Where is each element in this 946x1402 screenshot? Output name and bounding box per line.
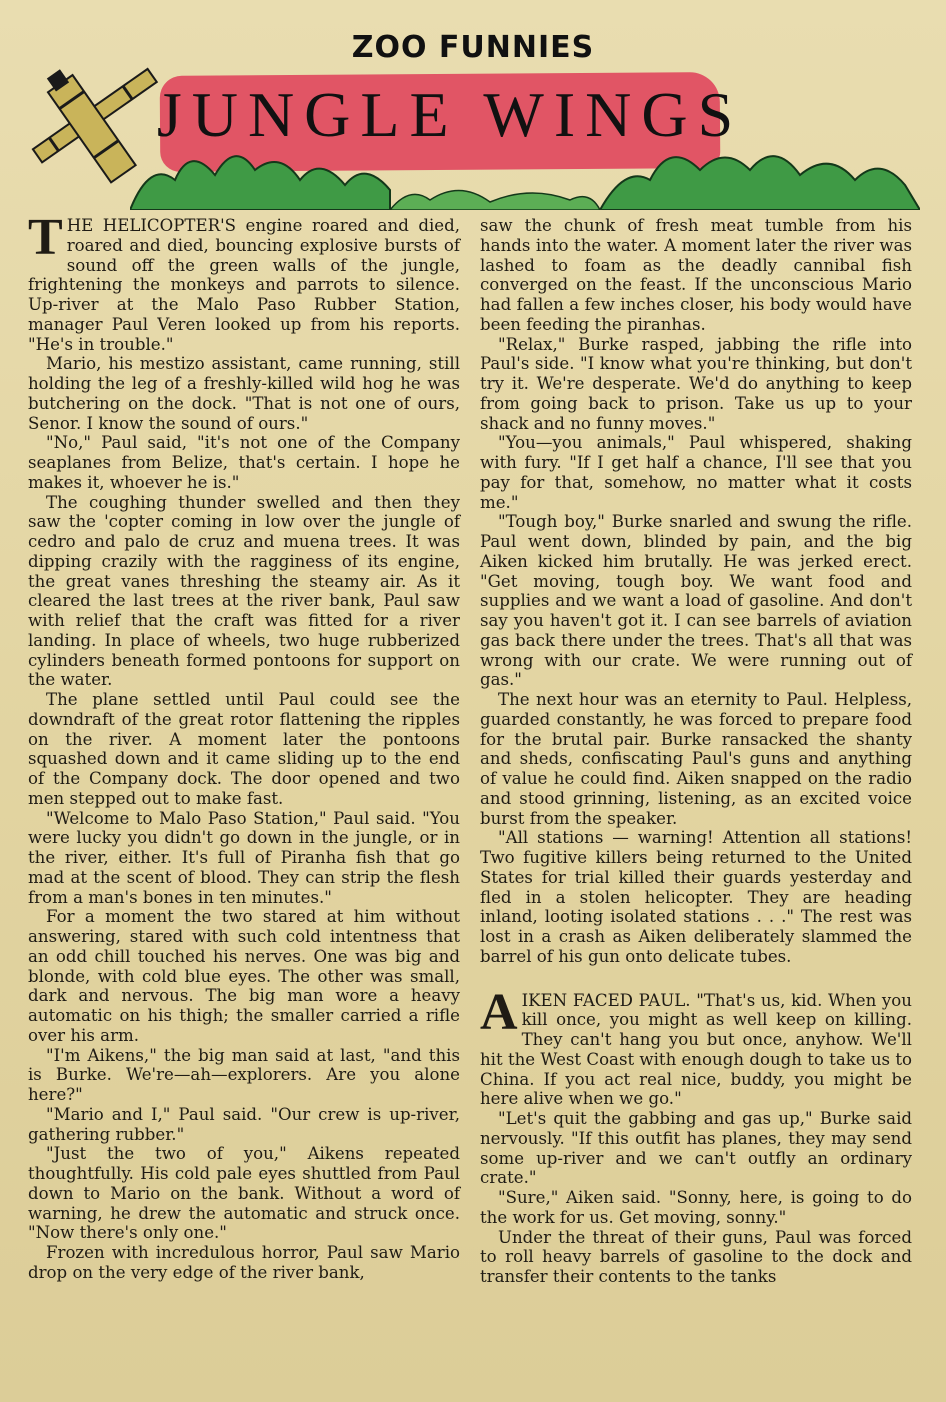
section-break: [480, 967, 912, 991]
paragraph: The plane settled until Paul could see the downdraft of the great rotor flattening the ripples on the river. A moment later the pontoons squashed down and it came sliding up to the end of the Company dock. The door opened and two men stepped out to make fast.: [28, 690, 460, 808]
paragraph: Under the threat of their guns, Paul was forced to roll heavy barrels of gasoline to the dock and transfer their contents to the tanks: [480, 1227, 912, 1286]
drop-cap: T: [28, 209, 63, 266]
section-opening-paragraph: AIKEN FACED PAUL. "That's us, kid. When you kill once, you might as well keep on killing. They can't hang you but once, anyhow. We'll hit the West Coast with enough dough to take us to China. If you act real nice, buddy, you might be here alive when we go.": [480, 983, 912, 1109]
paragraph: "Welcome to Malo Paso Station," Paul said. "You were lucky you didn't go down in the jungle, or in the river, either. It's full of Piranha fish that go mad at the scent of blood. They can strip the flesh from a man's bones in ten minutes.": [28, 808, 460, 907]
paragraph: Mario, his mestizo assistant, came running, still holding the leg of a freshly-killed wild hog he was butchering on the dock. "That is not one of ours, Senor. I know the sound of ours.": [28, 354, 460, 433]
paragraph: "Tough boy," Burke snarled and swung the rifle. Paul went down, blinded by pain, and the big Aiken kicked him brutally. He was jerked erect. "Get moving, tough boy. We want food and supplies and we want a load of gasoline. And don't say you haven't got it. I can see barrels of aviation gas back there under the trees. That's all that was wrong with our crate. We were running out of gas.": [480, 512, 912, 690]
drop-cap: A: [480, 983, 518, 1041]
opening-paragraph: THE HELICOPTER'S engine roared and died, roared and died, bouncing explosive bursts of sound off the green walls of the jungle, frightening the monkeys and parrots to silence. Up-river at the Malo Paso Rubber Station, manager Paul Veren looked up from his reports. "He's in trouble.": [28, 209, 460, 354]
paragraph: "Relax," Burke rasped, jabbing the rifle into Paul's side. "I know what you're thinking, but don't try it. We're desperate. We'd do anything to keep from going back to prison. Take us up to your shack and no funny moves.": [480, 334, 912, 433]
paragraph: For a moment the two stared at him without answering, stared with such cold intentness that an odd chill touched his nerves. One was big and blonde, with cold blue eyes. The other was small, dark and nervous. The big man wore a heavy automatic on his thigh; the smaller carried a rifle over his arm.: [28, 907, 460, 1045]
paragraph: "No," Paul said, "it's not one of the Company seaplanes from Belize, that's certain. I hope he makes it, whoever he is.": [28, 433, 460, 492]
paragraph: "Sure," Aiken said. "Sonny, here, is going to do the work for us. Get moving, sonny.": [480, 1188, 912, 1227]
paragraph: "All stations — warning! Attention all stations! Two fugitive killers being returned to the United States for trial killed their guards yesterday and fled in a stolen helicopter. They are heading inland, looting isolated stations . . ." The rest was lost in a crash as Aiken deliberately slammed the barrel of his gun onto delicate tubes.: [480, 828, 912, 966]
paragraph: "Just the two of you," Aikens repeated thoughtfully. His cold pale eyes shuttled from Paul down to Mario on the bank. Without a word of warning, he drew the automatic and struck once. "Now there's only one.": [28, 1144, 460, 1243]
story-title: JUNGLE WINGS: [156, 79, 744, 150]
paragraph: "You—you animals," Paul whispered, shaking with fury. "If I get half a chance, I'll see that you pay for that, somehow, no matter what it costs me.": [480, 433, 912, 512]
left-column: [28, 209, 460, 1283]
paragraph: "I'm Aikens," the big man said at last, "and this is Burke. We're—ah—explorers. Are you alone here?": [28, 1045, 460, 1104]
paragraph: "Let's quit the gabbing and gas up," Burke said nervously. "If this outfit has planes, they may send some up-river and we can't outfly an ordinary crate.": [480, 1109, 912, 1188]
paragraph: saw the chunk of fresh meat tumble from his hands into the water. A moment later the river was lashed to foam as the deadly cannibal fish converged on the feast. If the unconscious Mario had fallen a few inches closer, his body would have been feeding the piranhas.: [480, 216, 912, 334]
paragraph: Frozen with incredulous horror, Paul saw Mario drop on the very edge of the river bank,: [28, 1243, 460, 1282]
paragraph: The coughing thunder swelled and then they saw the 'copter coming in low over the jungle of cedro and palo de cruz and muena trees. It was dipping crazily with the ragginess of its engine, the great vanes threshing the steamy air. As it cleared the last trees at the river bank, Paul saw with relief that the craft was fitted for a river landing. In place of wheels, two huge rubberized cylinders beneath formed pontoons for support on the water.: [28, 492, 460, 690]
right-column: [480, 216, 912, 1287]
series-title: ZOO FUNNIES: [351, 30, 595, 65]
jungle-foliage: [130, 140, 920, 210]
paragraph: The next hour was an eternity to Paul. Helpless, guarded constantly, he was forced to prepare food for the brutal pair. Burke ransacked the shanty and sheds, confiscating Paul's guns and anything of value he could find. Aiken snapped on the radio and stood grinning, listening, as an excited voice burst from the speaker.: [480, 690, 912, 828]
paragraph: "Mario and I," Paul said. "Our crew is up-river, gathering rubber.": [28, 1104, 460, 1144]
